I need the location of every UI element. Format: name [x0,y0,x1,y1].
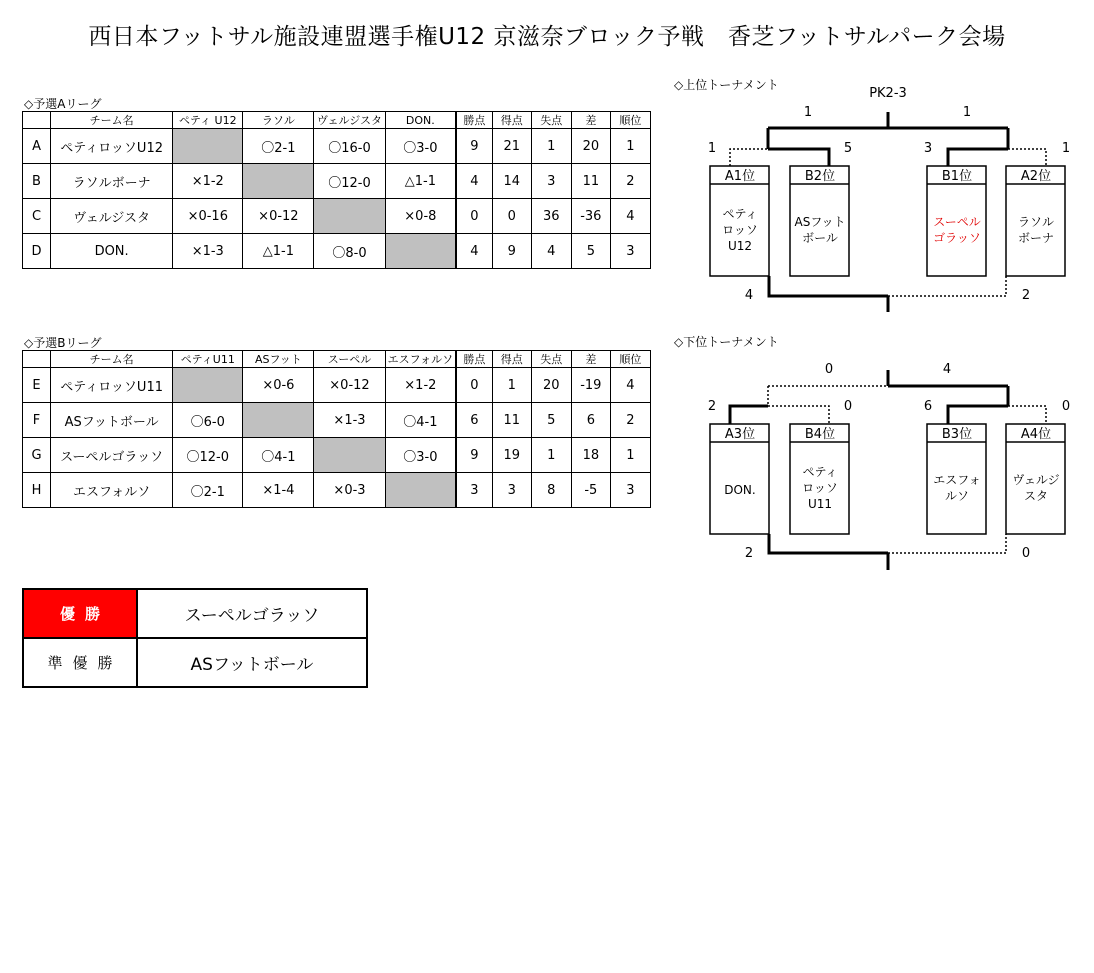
column-header: 得点 [492,351,531,368]
stat-cell: 9 [492,234,531,269]
upper-final-right-score: 1 [962,105,972,120]
stat-cell: 6 [571,403,610,438]
upper-m1-right-line [768,149,829,166]
match-result-cell: 〇3-0 [385,129,456,164]
upper-team-name: U12 [727,239,753,253]
upper-third-right-line [888,276,1006,296]
upper-final-left-score: 1 [803,105,813,120]
column-header: スーペル [314,351,385,368]
lower-slot-label: B4位 [804,427,836,442]
stat-cell: 20 [571,129,610,164]
upper-m1-right-score: 5 [843,141,853,156]
stat-cell: 2 [610,403,650,438]
lower-m1-left-score: 2 [707,399,717,414]
stat-cell: 1 [531,129,571,164]
stat-cell: 11 [492,403,531,438]
upper-team-name: ボール [802,231,838,245]
stat-cell: 4 [531,234,571,269]
match-result-cell: ×0-12 [314,368,385,403]
match-result-cell: 〇12-0 [173,438,243,473]
lower-team-name: ルソ [944,489,970,503]
upper-slot-label: A2位 [1020,169,1052,184]
stat-cell: -19 [571,368,610,403]
stat-cell: 2 [610,164,650,199]
team-name-cell: スーペルゴラッソ [51,438,173,473]
stat-cell: 3 [610,473,650,508]
match-result-cell: ×1-4 [243,473,314,508]
match-result-cell: ×0-12 [243,199,314,234]
upper-m2-right-line [1008,149,1046,166]
match-result-cell: ×0-8 [385,199,456,234]
stat-cell: 21 [492,129,531,164]
stat-cell: 20 [531,368,571,403]
stat-cell: 4 [610,368,650,403]
upper-team-name-highlight: スーペル [933,215,981,229]
upper-slot-label: B2位 [804,169,836,184]
runner-up-label: 準優勝 [23,638,137,687]
lower-m1-right-line [768,406,829,424]
lower-slot-label: A4位 [1020,427,1052,442]
column-header: ヴェルジスタ [314,112,385,129]
stat-cell: 1 [610,438,650,473]
column-header: DON. [385,112,456,129]
team-name-cell: DON. [51,234,173,269]
row-id-cell: E [23,368,51,403]
match-result-cell: ×0-16 [173,199,243,234]
column-header: エスフォルソ [385,351,456,368]
match-result-cell: 〇2-1 [243,129,314,164]
team-name-cell: エスフォルソ [51,473,173,508]
upper-team-name: ロッソ [722,223,758,237]
lower-slot-label: A3位 [724,427,756,442]
lower-team-name: ヴェルジ [1012,473,1060,487]
stat-cell: 5 [531,403,571,438]
lower-slot-label: B3位 [941,427,973,442]
stat-cell: 36 [531,199,571,234]
column-header: 順位 [610,112,650,129]
lower-m2-right-line [1008,406,1046,424]
upper-m2-left-score: 3 [923,141,933,156]
lower-m1-left-line [730,406,768,424]
lower-final-right-score: 4 [942,362,952,377]
stat-cell: 14 [492,164,531,199]
row-id-cell: C [23,199,51,234]
match-result-cell: 〇3-0 [385,438,456,473]
match-result-cell: ×1-2 [173,164,243,199]
team-name-cell: ASフットボール [51,403,173,438]
upper-m2-left-line [948,149,1008,166]
column-header: ペティ U12 [173,112,243,129]
stat-cell: 18 [571,438,610,473]
lower-team-name: ロッソ [802,481,838,495]
column-header: 差 [571,351,610,368]
stat-cell: 6 [456,403,492,438]
stat-cell: 9 [456,438,492,473]
upper-slot-label: B1位 [941,169,973,184]
stat-cell: 4 [610,199,650,234]
match-result-cell: △1-1 [385,164,456,199]
lower-third-right-line [888,534,1006,553]
stat-cell: 0 [492,199,531,234]
page-title: 西日本フットサル施設連盟選手権U12 京滋奈ブロック予戦 香芝フットサルパーク会場 [88,24,1006,50]
match-result-cell: △1-1 [243,234,314,269]
row-id-cell: H [23,473,51,508]
upper-tournament-label: ◇上位トーナメント [674,78,779,92]
winner-team: スーペルゴラッソ [137,589,367,638]
team-name-cell: ペティロッソU12 [51,129,173,164]
upper-m2-right-score: 1 [1061,141,1071,156]
team-name-cell: ヴェルジスタ [51,199,173,234]
lower-team-name: エスフォ [933,473,981,487]
upper-team-name: ボーナ [1017,231,1055,245]
upper-slot-label: A1位 [724,169,756,184]
match-result-cell: 〇8-0 [314,234,385,269]
column-header: 失点 [531,112,571,129]
row-id-cell: B [23,164,51,199]
column-header: 得点 [492,112,531,129]
upper-third-right-score: 2 [1021,288,1031,303]
row-id-cell: G [23,438,51,473]
winner-label: 優勝 [23,589,137,638]
upper-m1-left-score: 1 [707,141,717,156]
stat-cell: 1 [610,129,650,164]
column-header: 順位 [610,351,650,368]
match-result-cell: ×1-3 [314,403,385,438]
stat-cell: 4 [456,164,492,199]
upper-team-name-highlight: ゴラッソ [933,231,981,245]
row-id-cell: D [23,234,51,269]
column-header: ラソル [243,112,314,129]
match-result-cell: ×1-3 [173,234,243,269]
match-result-cell: 〇2-1 [173,473,243,508]
match-result-cell: ×0-3 [314,473,385,508]
stat-cell: 9 [456,129,492,164]
stat-cell: 11 [571,164,610,199]
lower-team-name: ペティ [802,465,838,479]
lower-m2-right-score: 0 [1061,399,1071,414]
runner-up-team: ASフットボール [137,638,367,687]
match-result-cell: 〇4-1 [385,403,456,438]
stat-cell: 19 [492,438,531,473]
lower-tournament-label: ◇下位トーナメント [674,335,779,349]
match-result-cell: 〇16-0 [314,129,385,164]
upper-third-left-score: 4 [744,288,754,303]
stat-cell: 3 [492,473,531,508]
column-header: 勝点 [456,112,492,129]
stat-cell: 3 [531,164,571,199]
stat-cell: 3 [610,234,650,269]
stat-cell: 3 [456,473,492,508]
stat-cell: -36 [571,199,610,234]
lower-m1-right-score: 0 [843,399,853,414]
row-id-cell: F [23,403,51,438]
stat-cell: 5 [571,234,610,269]
upper-team-name: ラソル [1017,215,1055,229]
league-a-label: ◇予選Aリーグ [24,97,102,111]
upper-team-name: ASフット [794,215,846,229]
column-header: チーム名 [51,351,173,368]
match-result-cell: 〇12-0 [314,164,385,199]
upper-m1-left-line [730,149,768,166]
lower-third-right-score: 0 [1021,546,1031,561]
upper-third-left-line [769,276,888,296]
lower-third-left-score: 2 [744,546,754,561]
stat-cell: 1 [492,368,531,403]
match-result-cell: ×1-2 [385,368,456,403]
column-header: ペティU11 [173,351,243,368]
stat-cell: 8 [531,473,571,508]
column-header: ASフット [243,351,314,368]
column-header: チーム名 [51,112,173,129]
lower-m2-left-score: 6 [923,399,933,414]
team-name-cell: ペティロッソU11 [51,368,173,403]
lower-team-name: U11 [807,497,833,511]
lower-m2-left-line [948,406,1008,424]
lower-team-name: DON. [724,483,756,497]
match-result-cell: 〇4-1 [243,438,314,473]
team-name-cell: ラソルボーナ [51,164,173,199]
league-b-label: ◇予選Bリーグ [24,336,102,350]
upper-pk-score: PK2-3 [869,86,907,101]
stat-cell: 0 [456,368,492,403]
lower-team-name: スタ [1023,489,1049,503]
column-header: 失点 [531,351,571,368]
lower-final-left-score: 0 [824,362,834,377]
stat-cell: -5 [571,473,610,508]
row-id-cell: A [23,129,51,164]
column-header: 勝点 [456,351,492,368]
match-result-cell: 〇6-0 [173,403,243,438]
stat-cell: 1 [531,438,571,473]
match-result-cell: ×0-6 [243,368,314,403]
stat-cell: 4 [456,234,492,269]
upper-team-name: ペティ [722,207,758,221]
stat-cell: 0 [456,199,492,234]
lower-third-left-line [769,534,888,553]
column-header: 差 [571,112,610,129]
